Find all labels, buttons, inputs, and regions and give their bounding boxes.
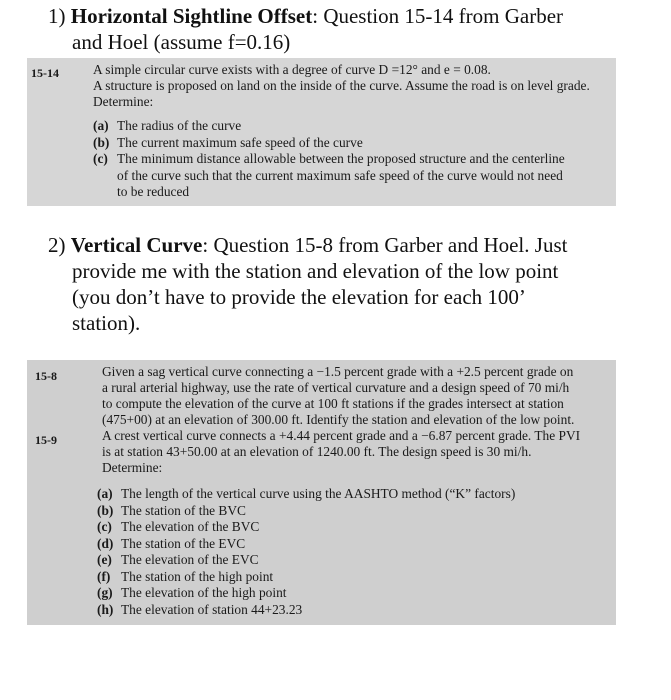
question-2-title-bold: Vertical Curve <box>70 233 203 257</box>
question-1-line-2: and Hoel (assume f=0.16) <box>72 30 291 54</box>
problem-15-14-items <box>93 118 565 201</box>
question-2-number: 2) <box>48 233 66 257</box>
question-2-line: station). <box>72 311 141 335</box>
problem-15-9-items <box>97 486 515 618</box>
problem-item-continuation <box>93 184 565 201</box>
problem-item <box>97 585 515 602</box>
item-text: The elevation of the EVC <box>121 552 259 567</box>
item-letter: (f) <box>97 568 111 584</box>
item-text: to be reduced <box>117 184 190 199</box>
question-1-title-bold: Horizontal Sightline Offset <box>70 4 313 28</box>
item-text: The elevation of station 44+23.23 <box>121 601 303 617</box>
item-letter: (c) <box>97 519 112 534</box>
question-2-title-rest: : Question 15-8 from Garber and Hoel. Just <box>202 233 568 257</box>
item-letter: (h) <box>97 601 114 617</box>
question-1-title-rest: : Question 15-14 from Garber <box>312 4 564 28</box>
problem-15-8-text-line: a rural arterial highway, use the rate of vertical curvature and a design speed of 70 mi/h <box>102 380 570 395</box>
question-1-heading <box>0 3 671 55</box>
item-text: The station of the high point <box>121 568 274 584</box>
item-text: The station of the BVC <box>121 502 246 518</box>
item-text: The minimum distance allowable between the proposed structure and the centerline <box>117 151 565 166</box>
problem-15-14-number: 15-14 <box>31 66 59 80</box>
item-letter: (a) <box>97 486 113 501</box>
item-letter: (e) <box>97 552 112 567</box>
problem-15-14-text-line: A structure is proposed on land on the inside of the curve. Assume the road is on level grade. <box>93 78 590 93</box>
item-letter: (c) <box>93 151 108 166</box>
problem-item <box>97 569 515 586</box>
problem-item <box>97 486 515 503</box>
item-text: The station of the EVC <box>121 535 246 551</box>
item-text: of the curve such that the current maximum safe speed of the curve would not need <box>117 167 563 183</box>
item-letter: (b) <box>97 502 114 518</box>
problem-15-14-text-line: A simple circular curve exists with a degree of curve D =12° and e = 0.08. <box>93 62 491 77</box>
question-2-line: (you don’t have to provide the elevation for each 100’ <box>72 285 526 309</box>
item-text: The current maximum safe speed of the curve <box>117 134 363 150</box>
question-1-number: 1) <box>48 4 66 28</box>
problem-15-9-text-line: Determine: <box>102 460 163 475</box>
problem-item <box>97 602 515 619</box>
problem-item-continuation <box>93 168 565 185</box>
problem-item <box>93 135 565 152</box>
problem-15-14-photo <box>27 58 616 206</box>
problem-15-9-text-line: A crest vertical curve connects a +4.44 percent grade and a −6.87 percent grade. The PVI <box>102 428 581 443</box>
problem-15-14-text-line: Determine: <box>93 94 154 109</box>
item-letter: (g) <box>97 585 113 600</box>
problem-15-8-number: 15-8 <box>35 369 57 383</box>
problem-item <box>93 118 565 135</box>
question-2-line-1 <box>0 232 671 258</box>
problem-15-8-photo <box>27 360 616 625</box>
item-text: The elevation of the BVC <box>121 519 260 534</box>
problem-15-8-text-line: to compute the elevation of the curve at 100 ft stations if the grades intersect at station <box>102 396 564 411</box>
item-letter: (b) <box>93 134 110 150</box>
problem-15-9-number: 15-9 <box>35 433 57 447</box>
item-text: The length of the vertical curve using the AASHTO method (“K” factors) <box>121 486 516 501</box>
problem-item <box>97 519 515 536</box>
item-letter: (d) <box>97 535 114 551</box>
problem-15-8-text-line: Given a sag vertical curve connecting a −1.5 percent grade with a +2.5 percent grade on <box>102 364 574 379</box>
item-letter: (a) <box>93 118 109 133</box>
problem-item <box>93 151 565 168</box>
problem-15-8-text-line: (475+00) at an elevation of 300.00 ft. Identify the station and elevation of the low point. <box>102 412 575 427</box>
problem-15-9-text-line: is at station 43+50.00 at an elevation of 1240.00 ft. The design speed is 30 mi/h. <box>102 444 532 459</box>
problem-item <box>97 552 515 569</box>
question-2-line: provide me with the station and elevation of the low point <box>72 259 559 283</box>
item-text: The elevation of the high point <box>121 585 287 600</box>
question-1-line-1 <box>0 3 671 29</box>
question-2-heading <box>0 232 671 336</box>
item-text: The radius of the curve <box>117 118 242 133</box>
problem-item <box>97 536 515 553</box>
problem-item <box>97 503 515 520</box>
